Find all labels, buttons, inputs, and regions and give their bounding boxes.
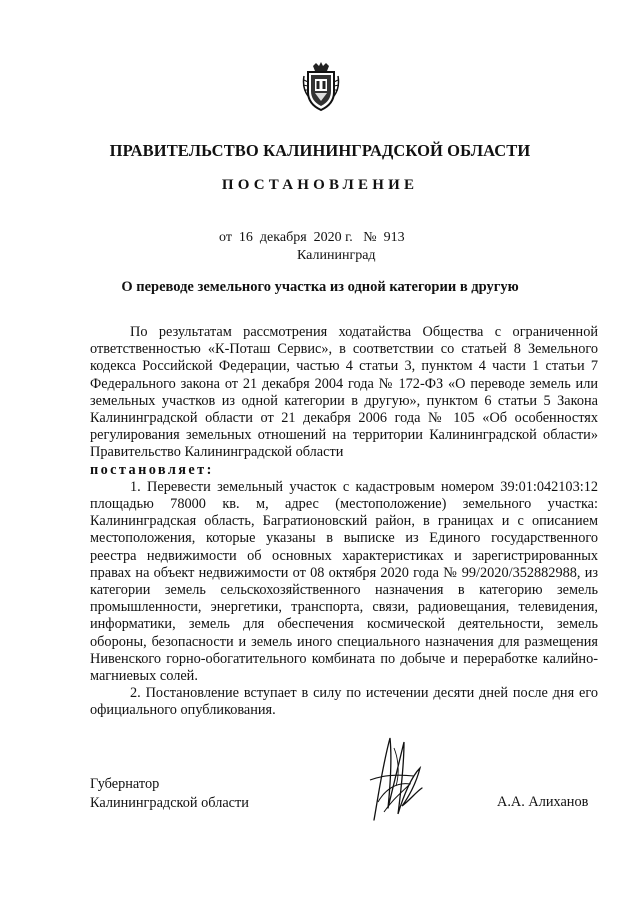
signatory-position — [90, 775, 249, 813]
position-line-1: Губернатор — [90, 776, 160, 792]
preamble-paragraph — [90, 324, 598, 479]
document-body — [90, 324, 598, 720]
item-2-paragraph: 2. Постановление вступает в силу по истечении десяти дней после дня его официального опубликования. — [90, 685, 598, 719]
government-title: ПРАВИТЕЛЬСТВО КАЛИНИНГРАДСКОЙ ОБЛАСТИ — [109, 141, 531, 160]
document-type-title: ПОСТАНОВЛЕНИЕ — [221, 177, 419, 193]
coat-of-arms-icon — [302, 62, 340, 112]
position-line-2: Калининградской области — [90, 795, 249, 811]
signatory-name: А.А. Алиханов — [497, 794, 589, 810]
handwritten-signature-icon — [364, 728, 426, 824]
item-1-paragraph: 1. Перевести земельный участок с кадастровым номером 39:01:042103:12 площадью 78000 кв. м, адрес (местоположение) земельного участка: Калининградская область, Багратионовский район, в границах и с описанием местоположения, которые указаны в выписке из Единого государственного реестра недвижимости об основных характеристиках и зарегистрированных правах на объект недвижимости от 08 октября 2020 года № 99/2020/352882988, из категории земель сельскохозяйственного назначения в категорию земель промышленности, энергетики, транспорта, связи, радиовещания, телевидения, информатики, земель для обеспечения космической деятельности, земель обороны, безопасности и земель иного специального назначения для размещения Нивенского горно-обогатительного комбината по добыче и переработке калийно-магниевых солей. — [90, 478, 598, 685]
city-name: Калининград — [297, 248, 376, 263]
document-subject: О переводе земельного участка из одной категории в другую — [121, 279, 519, 295]
preamble-text: По результатам рассмотрения ходатайства Общества с ограниченной ответственностью «К-Поташ Сервис», в соответствии со статьей 8 Земельного кодекса Российской Федерации, частью 4 статьи 3, пунктом 4 части 1 статьи 7 Федерального закона от 21 декабря 2004 года № 172-ФЗ «О переводе земель или земельных участков из одной категории в другую», пунктом 6 статьи 5 Закона Калининградской области от 21 декабря 2006 года № 105 «Об особенностях регулирования земельных отношений на территории Калининградской области» Правительство Калининградской области — [90, 324, 598, 461]
decree-word: постановляет: — [90, 461, 214, 478]
date-and-number: от 16 декабря 2020 г. № 913 — [219, 230, 405, 245]
